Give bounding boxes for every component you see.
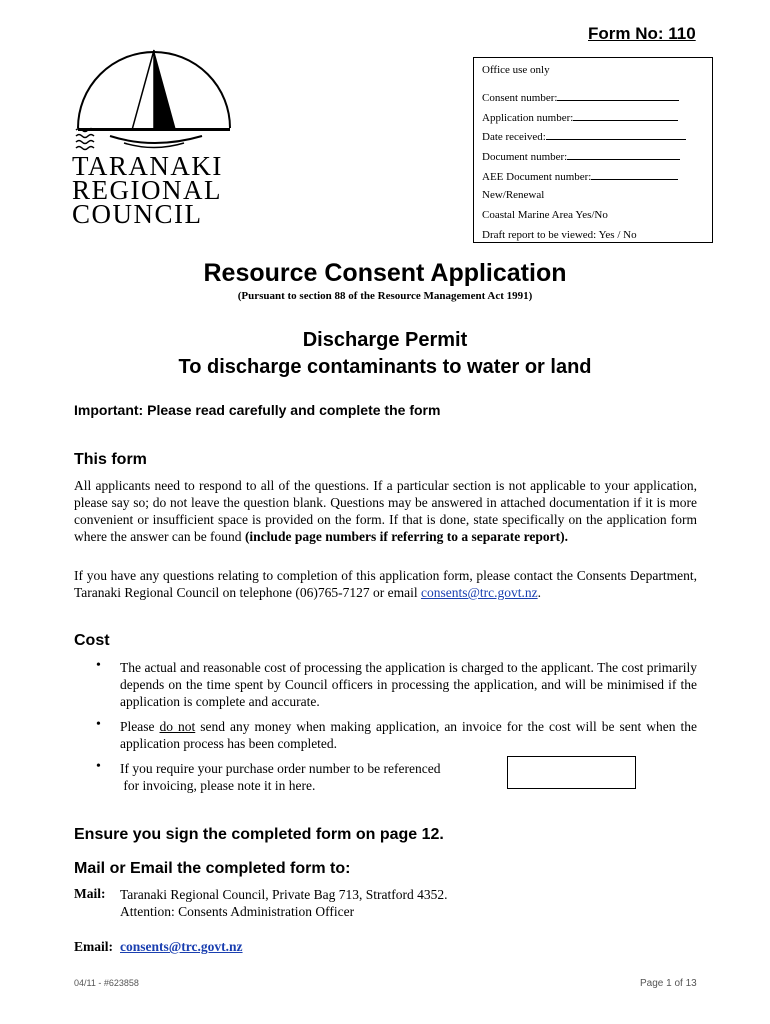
bullet-icon: •	[96, 658, 101, 673]
email-label: Email:	[74, 939, 113, 954]
purchase-order-input[interactable]	[507, 756, 636, 789]
cost-bullet-1: The actual and reasonable cost of processing the application is charged to the applicant. The cost primarily depends on the time spent by Council officers in processing the application, and will be minimised if the application is complete and accurate.	[120, 660, 697, 709]
draft-report-label: Draft report to be viewed: Yes / No	[482, 229, 637, 241]
new-renewal-label: New/Renewal	[482, 189, 545, 201]
cost-bullet-3: If you require your purchase order number to be referenced for invoicing, please note it in here.	[120, 761, 441, 793]
bullet-icon: •	[96, 759, 101, 774]
contact-email-link[interactable]: consents@trc.govt.nz	[420, 585, 538, 600]
office-use-title: Office use only	[482, 64, 550, 76]
this-form-heading: This form	[74, 451, 147, 468]
mail-label: Mail:	[74, 886, 106, 901]
date-received-field[interactable]: Date received:	[482, 129, 686, 144]
important-notice: Important: Please read carefully and complete the form	[74, 402, 441, 418]
document-reference: 04/11 - #623858	[74, 978, 139, 988]
permit-title-line2: To discharge contaminants to water or land	[178, 356, 592, 378]
permit-title-line1: Discharge Permit	[302, 329, 468, 351]
aee-document-number-field[interactable]: AEE Document number:	[482, 169, 678, 184]
email-address-link[interactable]: consents@trc.govt.nz	[120, 939, 243, 954]
form-number: Form No: 110	[588, 24, 696, 43]
application-number-field[interactable]: Application number:	[482, 110, 678, 125]
this-form-paragraph-1: All applicants need to respond to all of the questions. If a particular section is not applicable to your application, please say so; do not leave the question blank. Questions may be answered in attached documentation if it is more convenient or insufficient space is provided on the form. If that is done, state specifically on the application form where the answer can be found (include page numbers if referring to a separate report).	[74, 478, 697, 544]
logo-word-regional: REGIONAL	[72, 175, 222, 205]
this-form-paragraph-2: If you have any questions relating to completion of this application form, please contact the Consents Department, Taranaki Regional Council on telephone (06)765-7127 or email consents@trc.govt.nz.	[74, 568, 697, 600]
sign-notice: Ensure you sign the completed form on page 12.	[74, 826, 444, 843]
consent-number-field[interactable]: Consent number:	[482, 90, 679, 105]
page-subtitle: (Pursuant to section 88 of the Resource Management Act 1991)	[237, 290, 533, 302]
cost-bullet-2: Please do not send any money when making application, an invoice for the cost will be sent when the application process has been completed.	[120, 719, 697, 751]
cost-heading: Cost	[74, 632, 110, 649]
logo-word-taranaki: TARANAKI	[72, 151, 223, 181]
bullet-icon: •	[96, 717, 101, 732]
permit-title	[0, 327, 770, 381]
mail-heading: Mail or Email the completed form to:	[74, 860, 351, 877]
page-title: Resource Consent Application	[203, 259, 567, 287]
mail-address: Taranaki Regional Council, Private Bag 713, Stratford 4352. Attention: Consents Administration Officer	[120, 887, 448, 919]
page-number: Page 1 of 13	[640, 978, 697, 989]
logo-word-council: COUNCIL	[72, 199, 203, 229]
document-number-field[interactable]: Document number:	[482, 149, 680, 164]
coastal-marine-area-label: Coastal Marine Area Yes/No	[482, 209, 608, 221]
